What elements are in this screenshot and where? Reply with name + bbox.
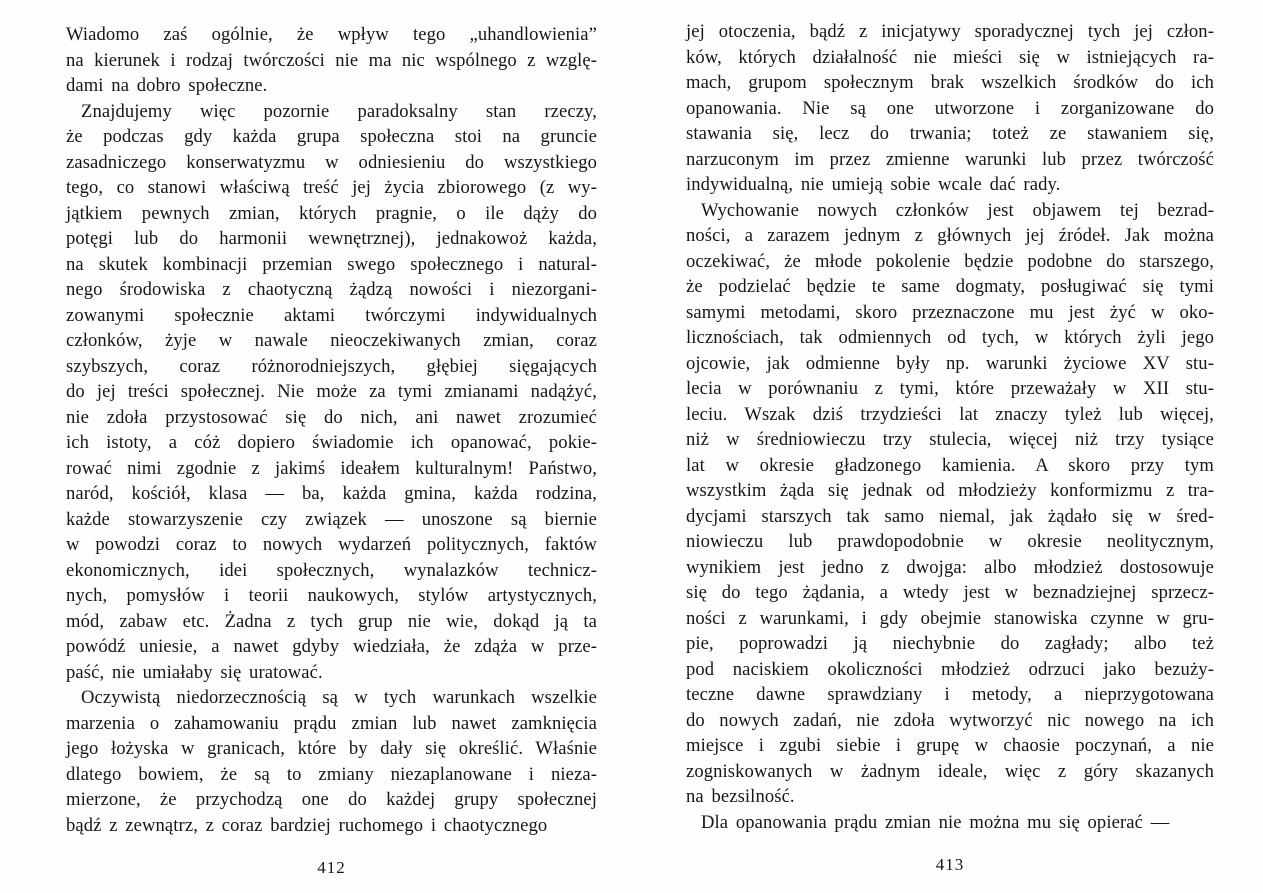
text-line: opanowania. Nie są one utworzone i zorganizowane do bbox=[686, 97, 1214, 119]
text-line: Dla opanowania prądu zmian nie można mu się opierać — bbox=[701, 811, 1170, 833]
text-line: mód, zabaw etc. Żadna z tych grup nie wie, dokąd ją ta bbox=[66, 610, 597, 632]
text-line: narzuconym im przez zmienne warunki lub przez twórczość bbox=[686, 148, 1214, 170]
text-line: dlatego bowiem, że są to zmiany niezaplanowane i nieza- bbox=[66, 763, 597, 785]
text-line: w powodzi coraz to nowych wydarzeń politycznych, faktów bbox=[66, 534, 597, 555]
text-line: lecia w porównaniu z tymi, które przeważały w XII stu- bbox=[686, 378, 1214, 399]
text-line: że podczas gdy każda grupa społeczna stoi na gruncie bbox=[66, 126, 597, 147]
page-number: 413 bbox=[935, 855, 965, 874]
text-line: tego, co stanowi właściwą treść jej życia zbiorowego (z wy- bbox=[66, 177, 597, 198]
text-line: członków, żyje w nawale nieoczekiwanych zmian, coraz bbox=[66, 330, 597, 351]
text-line: zowanymi społecznie aktami twórczymi indywidualnych bbox=[66, 304, 597, 326]
text-line: ekonomicznych, idei społecznych, wynalazków technicz- bbox=[66, 559, 597, 581]
paragraph bbox=[686, 19, 1214, 198]
text-line: marzenia o zahamowaniu prądu zmian lub nawet zamknięcia bbox=[66, 712, 597, 734]
text-line: na skutek kombinacji przemian swego społecznego i natural- bbox=[66, 253, 597, 275]
text-line: indywidualną, nie umieją sobie wcale dać rady. bbox=[686, 174, 1061, 195]
text-line: niż w średniowieczu trzy stulecia, więcej niż trzy tysiące bbox=[686, 429, 1214, 450]
text-line: dami na dobro społeczne. bbox=[66, 75, 268, 96]
text-line: samymi metodami, skoro przeznaczone mu jest żyć w oko- bbox=[686, 301, 1214, 323]
text-line: jej otoczenia, bądź z inicjatywy sporadycznej tych jej człon- bbox=[686, 21, 1214, 42]
text-line: licznościach, tak odmiennych od tych, w których żyli jego bbox=[686, 327, 1214, 348]
paragraph bbox=[686, 810, 1214, 836]
text-line: naród, kościół, klasa — ba, każda gmina, każda rodzina, bbox=[66, 483, 597, 504]
text-line: się do tego żądania, a wtedy jest w beznadziejnej sprzecz- bbox=[686, 582, 1214, 603]
text-line: szybszych, coraz różnorodniejszych, głębiej sięgających bbox=[66, 355, 597, 377]
text-line: do jej treści społecznej. Nie może za tymi zmianami nadążyć, bbox=[66, 381, 597, 402]
text-line: lat w okresie gładzonego kamienia. A skoro przy tym bbox=[686, 454, 1214, 476]
text-line: zasadniczego konserwatyzmu w odniesieniu do wszystkiego bbox=[66, 151, 597, 173]
text-line: oczekiwać, że młode pokolenie będzie podobne do starszego, bbox=[686, 250, 1214, 272]
text-line: stawania się, lecz do trwania; toteż ze stawaniem się, bbox=[686, 123, 1214, 144]
text-line: nych, pomysłów i teorii naukowych, stylów artystycznych, bbox=[66, 585, 597, 606]
text-line: ojcowie, jak odmienne były np. warunki życiowe XV stu- bbox=[686, 352, 1214, 374]
text-line: Znajdujemy więc pozornie paradoksalny stan rzeczy, bbox=[81, 100, 597, 122]
text-line: pod naciskiem okoliczności młodzież odrzuci jako bezuży- bbox=[686, 658, 1214, 680]
text-line: powódź uniesie, a nawet gdyby wiedziała, że zdąża w prze- bbox=[66, 636, 597, 657]
text-line: każde stowarzyszenie czy związek — unoszone są biernie bbox=[66, 508, 597, 530]
text-line: miejsce i zgubi siebie i grupę w chaosie poczynań, a nie bbox=[686, 735, 1214, 756]
text-line: teczne dawne sprawdziany i metody, a nieprzygotowana bbox=[686, 684, 1214, 705]
page-text-block bbox=[66, 22, 597, 838]
book-page-right bbox=[686, 0, 1214, 893]
text-line: bądź z zewnątrz, z coraz bardziej ruchomego i chaotycznego bbox=[66, 814, 548, 836]
text-line: do nowych zadań, nie zdoła wytworzyć nic nowego na ich bbox=[686, 709, 1214, 731]
text-line: nego środowiska z chaotyczną żądzą nowości i niezorgani- bbox=[66, 279, 597, 300]
text-line: jątkiem pewnych zmian, których pragnie, o ile dąży do bbox=[66, 202, 597, 224]
text-line: mach, grupom społecznym brak wszelkich środków do ich bbox=[686, 72, 1214, 93]
text-line: na bezsilność. bbox=[686, 786, 795, 807]
paragraph bbox=[66, 685, 597, 838]
page-number: 412 bbox=[317, 858, 346, 877]
text-line: wszystkim żąda się jednak od młodzieży konformizmu z tra- bbox=[686, 480, 1214, 501]
paragraph bbox=[66, 99, 597, 686]
text-line: Wychowanie nowych członków jest objawem tej bezrad- bbox=[701, 199, 1214, 221]
text-line: ności, a zarazem jednym z głównych jej źródeł. Jak można bbox=[686, 225, 1214, 246]
text-line: na kierunek i rodzaj twórczości nie ma nic wspólnego z wzglę- bbox=[66, 49, 597, 71]
text-line: paść, nie umiałaby się uratować. bbox=[66, 661, 323, 683]
paragraph bbox=[66, 22, 597, 99]
text-line: ich istoty, a cóż dopiero świadomie ich opanować, pokie- bbox=[66, 432, 597, 453]
text-line: wynikiem jest jedno z dwojga: albo młodzież dostosowuje bbox=[686, 556, 1214, 578]
text-line: mierzone, że przychodzą one do każdej grupy społecznej bbox=[66, 789, 597, 810]
text-line: Wiadomo zaś ogólnie, że wpływ tego „uhandlowienia” bbox=[66, 24, 597, 45]
text-line: rować nimi zgodnie z jakimś ideałem kulturalnym! Państwo, bbox=[66, 457, 597, 479]
text-line: nie zdoła przystosować się do nich, ani nawet zrozumieć bbox=[66, 406, 597, 428]
text-line: pie, poprowadzi ją niechybnie do zagłady; albo też bbox=[686, 633, 1214, 654]
text-line: zogniskowanych w żadnym ideale, więc z góry skazanych bbox=[686, 760, 1214, 782]
book-page-left bbox=[66, 0, 597, 893]
text-line: że podzielać będzie te same dogmaty, posługiwać się tymi bbox=[686, 276, 1214, 297]
text-line: ności z warunkami, i gdy obejmie stanowiska czynne w gru- bbox=[686, 607, 1214, 629]
text-line: leciu. Wszak dziś trzydzieści lat znaczy tyleż lub więcej, bbox=[686, 403, 1214, 425]
text-line: jego łożyska w granicach, które by dały się określić. Właśnie bbox=[66, 738, 597, 759]
text-line: Oczywistą niedorzecznością są w tych warunkach wszelkie bbox=[81, 687, 597, 708]
text-line: potęgi lub do harmonii wewnętrznej), jednakowoż każda, bbox=[66, 228, 597, 249]
text-line: ków, których działalność nie mieści się w istniejących ra- bbox=[686, 46, 1214, 68]
text-line: dycjami starszych tak samo niemal, jak żądało się w śred- bbox=[686, 505, 1214, 527]
paragraph bbox=[686, 198, 1214, 810]
page-text-block bbox=[686, 19, 1214, 835]
text-line: niowieczu lub prawdopodobnie w okresie neolitycznym, bbox=[686, 531, 1214, 552]
